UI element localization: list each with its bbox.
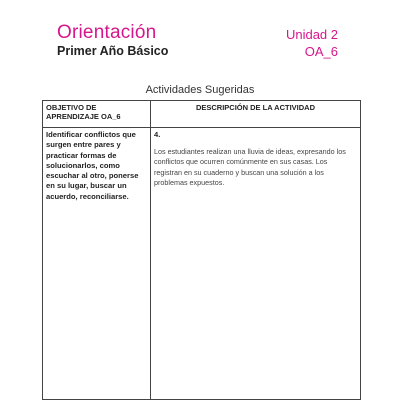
objective-text: Identificar conflictos que surgen entre pares y practicar formas de solucionarlos, como escuchar al otro, ponerse en su lugar, buscar un acuerdo, reconciliarse. <box>46 130 139 201</box>
table-header-row <box>43 101 361 128</box>
table-row <box>43 128 361 400</box>
activity-cell <box>151 128 361 400</box>
activity-number: 4. <box>154 130 161 139</box>
subject-title: Orientación <box>57 22 157 43</box>
section-title: Actividades Sugeridas <box>145 84 255 96</box>
grade-label: Primer Año Básico <box>57 44 169 58</box>
activity-description: Los estudiantes realizan una lluvia de ideas, expresando los conflictos que ocurren comúnmente en sus casas. Los registran en su cuaderno y buscan una solución a los problemas expuestos. <box>154 147 346 188</box>
activities-table <box>42 100 361 400</box>
description-column-header: DESCRIPCIÓN DE LA ACTIVIDAD <box>151 101 361 128</box>
objective-column-header: OBJETIVO DE APRENDIZAJE OA_6 <box>43 101 151 128</box>
objective-cell <box>43 128 151 400</box>
unit-label: Unidad 2 <box>285 27 338 42</box>
oa-code-label: OA_6 <box>304 44 338 59</box>
